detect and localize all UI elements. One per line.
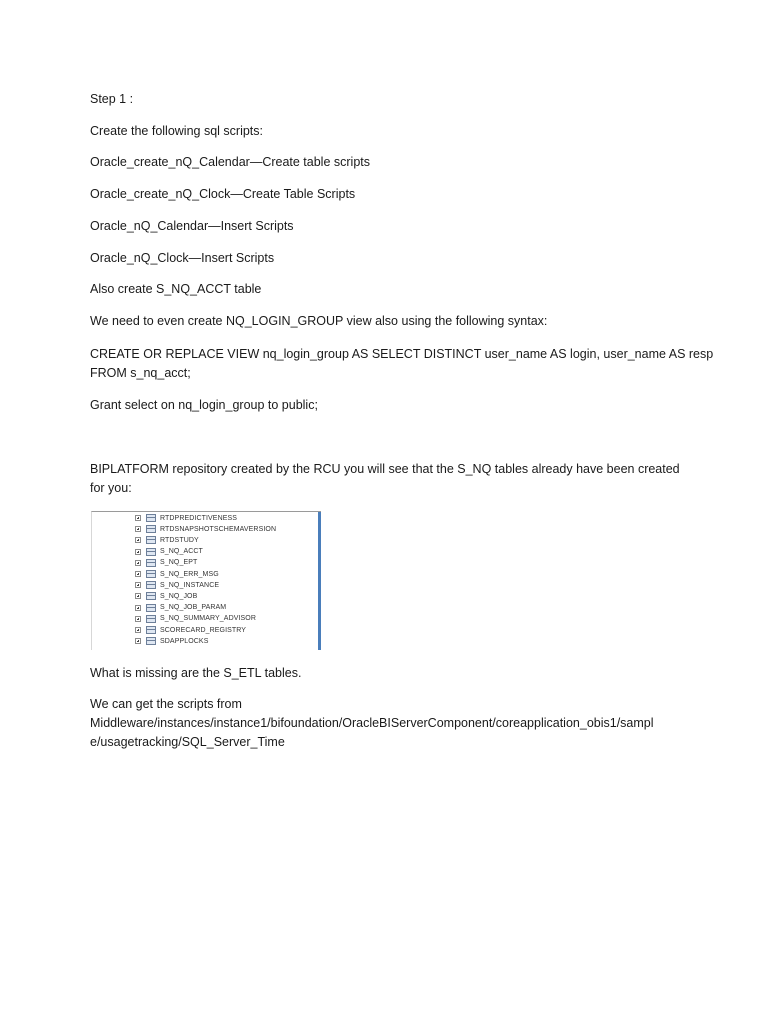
biplatform-line-1: BIPLATFORM repository created by the RCU you will see that the S_NQ tables already have been created (90, 462, 680, 476)
schema-tree-screenshot (91, 511, 321, 650)
tree-item-label: S_NQ_ACCT (160, 548, 203, 556)
table-icon (146, 514, 156, 522)
missing-text: What is missing are the S_ETL tables. (90, 666, 302, 680)
grant-text: Grant select on nq_login_group to public; (90, 398, 318, 412)
expand-plus-icon[interactable] (135, 537, 141, 543)
table-icon (146, 615, 156, 623)
tree-item-label: SDAPPLOCKS (160, 637, 209, 645)
intro-text: Create the following sql scripts: (90, 124, 263, 138)
tree-item-label: S_NQ_SUMMARY_ADVISOR (160, 615, 257, 623)
expand-plus-icon[interactable] (135, 616, 141, 622)
tree-item[interactable] (135, 569, 219, 579)
tree-scrollbar (318, 512, 321, 650)
scripts-from-text: We can get the scripts from (90, 697, 242, 711)
table-icon (146, 559, 156, 567)
tree-item[interactable] (135, 547, 203, 557)
table-icon (146, 525, 156, 533)
table-icon (146, 626, 156, 634)
step-heading: Step 1 : (90, 92, 134, 106)
biplatform-line-2: for you: (90, 481, 132, 495)
sql-line-1: CREATE OR REPLACE VIEW nq_login_group AS SELECT DISTINCT user_name AS login, user_name AS resp (90, 347, 714, 361)
tree-item[interactable] (135, 625, 246, 635)
view-note-text: We need to even create NQ_LOGIN_GROUP view also using the following syntax: (90, 314, 548, 328)
tree-item-label: S_NQ_INSTANCE (160, 581, 220, 589)
path-line-2: e/usagetracking/SQL_Server_Time (90, 735, 285, 749)
table-icon (146, 548, 156, 556)
expand-plus-icon[interactable] (135, 515, 141, 521)
tree-item[interactable] (135, 558, 197, 568)
script-item: Oracle_nQ_Calendar—Insert Scripts (90, 219, 294, 233)
script-item: Oracle_nQ_Clock—Insert Scripts (90, 251, 275, 265)
table-icon (146, 570, 156, 578)
tree-item-label: S_NQ_ERR_MSG (160, 570, 219, 578)
tree-item-label: SCORECARD_REGISTRY (160, 626, 247, 634)
expand-plus-icon[interactable] (135, 582, 141, 588)
tree-item[interactable] (135, 524, 276, 534)
script-item: Oracle_create_nQ_Calendar—Create table scripts (90, 155, 370, 169)
also-create-text: Also create S_NQ_ACCT table (90, 282, 262, 296)
table-icon (146, 536, 156, 544)
table-icon (146, 637, 156, 645)
sql-line-2: FROM s_nq_acct; (90, 366, 191, 380)
script-item: Oracle_create_nQ_Clock—Create Table Scripts (90, 187, 356, 201)
tree-item-label: RTDSTUDY (160, 536, 199, 544)
expand-plus-icon[interactable] (135, 560, 141, 566)
tree-item[interactable] (135, 603, 226, 613)
tree-item[interactable] (135, 513, 237, 523)
table-icon (146, 604, 156, 612)
tree-item-label: S_NQ_JOB_PARAM (160, 604, 227, 612)
tree-item[interactable] (135, 614, 256, 624)
table-icon (146, 592, 156, 600)
expand-plus-icon[interactable] (135, 593, 141, 599)
expand-plus-icon[interactable] (135, 571, 141, 577)
tree-item-label: RTDPREDICTIVENESS (160, 514, 238, 522)
path-line-1: Middleware/instances/instance1/bifoundation/OracleBIServerComponent/coreapplication_obis1/sampl (90, 716, 654, 730)
expand-plus-icon[interactable] (135, 605, 141, 611)
tree-item[interactable] (135, 636, 208, 646)
tree-item-label: S_NQ_EPT (160, 559, 198, 567)
tree-item[interactable] (135, 580, 219, 590)
tree-item-label: S_NQ_JOB (160, 592, 198, 600)
table-icon (146, 581, 156, 589)
tree-item[interactable] (135, 535, 199, 545)
expand-plus-icon[interactable] (135, 526, 141, 532)
tree-item-label: RTDSNAPSHOTSCHEMAVERSION (160, 525, 277, 533)
tree-item[interactable] (135, 591, 197, 601)
expand-plus-icon[interactable] (135, 549, 141, 555)
expand-plus-icon[interactable] (135, 638, 141, 644)
expand-plus-icon[interactable] (135, 627, 141, 633)
